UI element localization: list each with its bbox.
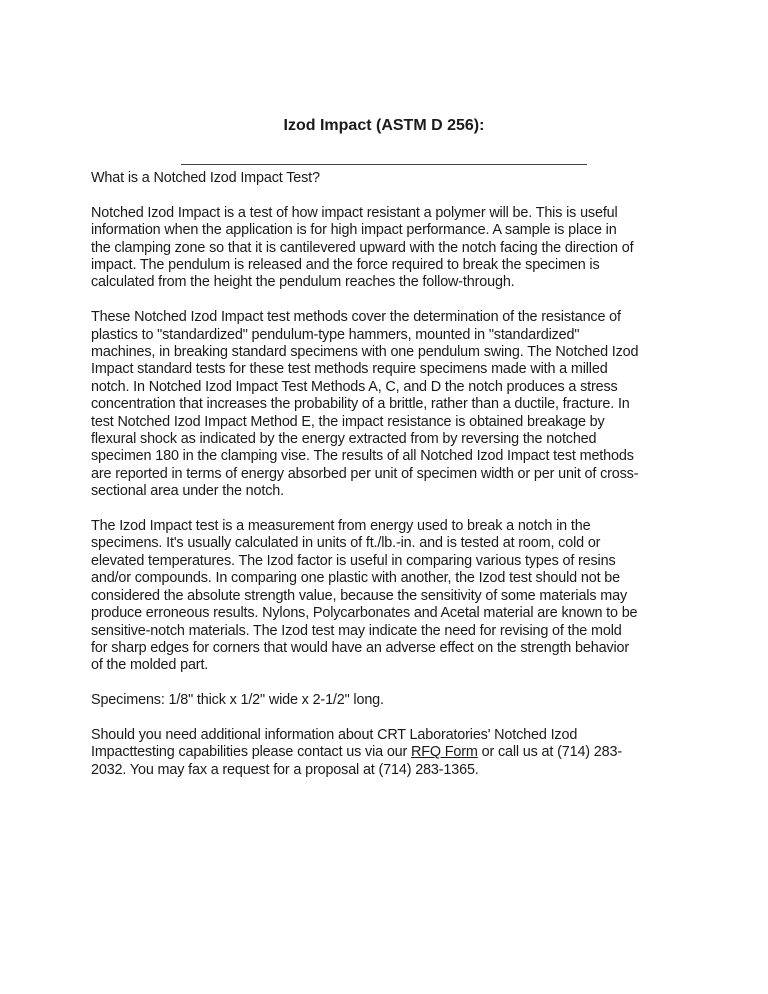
text-line: produce erroneous results. Nylons, Polycarbonates and Acetal material are known to be (91, 605, 638, 622)
document-body (91, 170, 691, 797)
title-divider (181, 164, 587, 165)
text-line: considered the absolute strength value, because the sensitivity of some materials may (91, 587, 627, 604)
text-line: sensitive-notch materials. The Izod test may indicate the need for revising of the mold (91, 622, 622, 639)
text-line: Should you need additional information about CRT Laboratories' Notched Izod (91, 726, 578, 743)
text-line: notch. In Notched Izod Impact Test Methods A, C, and D the notch produces a stress (91, 378, 618, 395)
text-line: The Izod Impact test is a measurement from energy used to break a notch in the (91, 518, 591, 535)
text-line: and/or compounds. In comparing one plastic with another, the Izod test should not be (91, 570, 620, 587)
question-heading: What is a Notched Izod Impact Test? (91, 170, 320, 186)
text-line: machines, in breaking standard specimens with one pendulum swing. The Notched Izod (91, 344, 639, 361)
paragraph-measurement (91, 518, 691, 675)
contact-text-before-link: Impacttesting capabilities please contact us via our (91, 744, 412, 761)
page-title: Izod Impact (ASTM D 256): (283, 117, 485, 134)
text-line: specimen 180 in the clamping vise. The results of all Notched Izod Impact test methods (91, 448, 634, 465)
text-line: specimens. It's usually calculated in units of ft./lb.-in. and is tested at room, cold or (91, 535, 601, 552)
paragraph-methods (91, 309, 691, 500)
text-line: These Notched Izod Impact test methods cover the determination of the resistance of (91, 309, 621, 326)
text-line: information when the application is for high impact performance. A sample is place in (91, 222, 617, 239)
text-line (91, 744, 691, 761)
text-line: of the molded part. (91, 657, 209, 674)
text-line: impact. The pendulum is released and the force required to break the specimen is (91, 257, 600, 274)
rfq-form-link[interactable]: RFQ Form (411, 744, 478, 761)
text-line: sectional area under the notch. (91, 483, 284, 500)
text-line: are reported in terms of energy absorbed per unit of specimen width or per unit of cross- (91, 465, 639, 482)
text-line: elevated temperatures. The Izod factor is useful in comparing various types of resins (91, 552, 616, 569)
text-line: 2032. You may fax a request for a proposal at (714) 283-1365. (91, 761, 479, 778)
paragraph-overview (91, 205, 691, 292)
text-line: the clamping zone so that it is cantilevered upward with the notch facing the direction of (91, 239, 634, 256)
text-line: test Notched Izod Impact Method E, the impact resistance is obtained breakage by (91, 413, 605, 430)
text-line: flexural shock as indicated by the energy extracted from by reversing the notched (91, 431, 597, 448)
specimens-line: Specimens: 1/8" thick x 1/2" wide x 2-1/2" long. (91, 692, 384, 709)
text-line: calculated from the height the pendulum reaches the follow-through. (91, 274, 515, 291)
contact-text-after-link: or call us at (714) 283- (477, 744, 622, 761)
text-line: Impact standard tests for these test methods require specimens made with a milled (91, 361, 608, 378)
paragraph-contact (91, 727, 691, 779)
text-line: plastics to "standardized" pendulum-type hammers, mounted in "standardized" (91, 326, 580, 343)
text-line: for sharp edges for corners that would have an adverse effect on the strength behavior (91, 639, 630, 656)
text-line: Notched Izod Impact is a test of how impact resistant a polymer will be. This is useful (91, 204, 618, 221)
text-line: concentration that increases the probability of a brittle, rather than a ductile, fracture. In (91, 396, 630, 413)
